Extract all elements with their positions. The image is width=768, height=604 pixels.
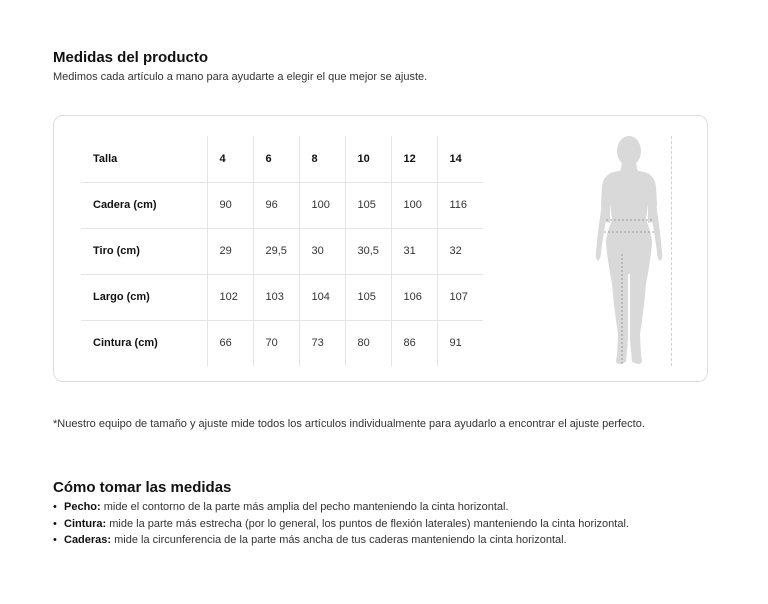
table-cell: 96 <box>253 182 299 228</box>
table-cell: 31 <box>391 228 437 274</box>
table-row <box>81 320 483 366</box>
measure-text-chest: mide el contorno de la parte más amplia del pecho manteniendo la cinta horizontal. <box>100 501 509 513</box>
size-table <box>81 136 483 366</box>
list-item <box>53 516 653 533</box>
list-item <box>53 499 653 516</box>
table-header-row <box>81 136 483 182</box>
table-cell: 107 <box>437 274 483 320</box>
table-cell: 30 <box>299 228 345 274</box>
table-header-cell: Talla <box>81 136 207 182</box>
measure-term-chest: Pecho: <box>64 501 101 513</box>
table-cell: 103 <box>253 274 299 320</box>
table-cell: 32 <box>437 228 483 274</box>
table-cell: 116 <box>437 182 483 228</box>
page-title: Medidas del producto <box>53 49 209 66</box>
page-subtitle: Medimos cada artículo a mano para ayudarte a elegir el que mejor se ajuste. <box>53 71 428 83</box>
table-cell: 106 <box>391 274 437 320</box>
how-to-measure-list <box>53 499 653 549</box>
table-header-cell: 6 <box>253 136 299 182</box>
how-to-measure-title: Cómo tomar las medidas <box>53 479 232 496</box>
list-item <box>53 532 653 549</box>
table-cell: 86 <box>391 320 437 366</box>
table-row <box>81 228 483 274</box>
table-cell: 66 <box>207 320 253 366</box>
table-row <box>81 182 483 228</box>
measure-term-waist: Cintura: <box>64 517 107 530</box>
body-silhouette-icon <box>586 134 672 366</box>
table-cell: 30,5 <box>345 228 391 274</box>
table-header-cell: 14 <box>437 136 483 182</box>
size-chart-card <box>53 115 708 382</box>
table-cell: 102 <box>207 274 253 320</box>
table-cell: 29 <box>207 228 253 274</box>
measure-text-hips: mide la circunferencia de la parte más ancha de tus caderas manteniendo la cinta horizontal. <box>111 534 567 546</box>
table-row <box>81 274 483 320</box>
row-label: Tiro (cm) <box>81 228 207 274</box>
table-cell: 80 <box>345 320 391 366</box>
table-cell: 100 <box>299 182 345 228</box>
row-label: Cintura (cm) <box>93 337 158 350</box>
table-cell: 90 <box>207 182 253 228</box>
table-header-cell: 8 <box>299 136 345 182</box>
table-header-cell: 12 <box>391 136 437 182</box>
table-cell: 104 <box>299 274 345 320</box>
table-cell: 105 <box>345 274 391 320</box>
row-label: Cadera (cm) <box>81 182 207 228</box>
fit-note: *Nuestro equipo de tamaño y ajuste mide todos los artículos individualmente para ayudarlo a encontrar el ajuste perfecto. <box>53 418 645 430</box>
dimension-line <box>671 136 672 366</box>
measure-term-hips: Caderas: <box>64 534 112 546</box>
table-cell: 70 <box>253 320 299 366</box>
table-cell: 105 <box>345 182 391 228</box>
row-label: Largo (cm) <box>81 274 207 320</box>
table-cell: 100 <box>391 182 437 228</box>
table-cell: 73 <box>299 320 345 366</box>
table-cell: 29,5 <box>253 228 299 274</box>
table-cell: 91 <box>437 320 483 366</box>
table-header-cell: 10 <box>345 136 391 182</box>
measure-text-waist: mide la parte más estrecha (por lo general, los puntos de flexión laterales) manteniendo la cinta horizontal. <box>106 517 629 530</box>
table-header-cell: 4 <box>207 136 253 182</box>
